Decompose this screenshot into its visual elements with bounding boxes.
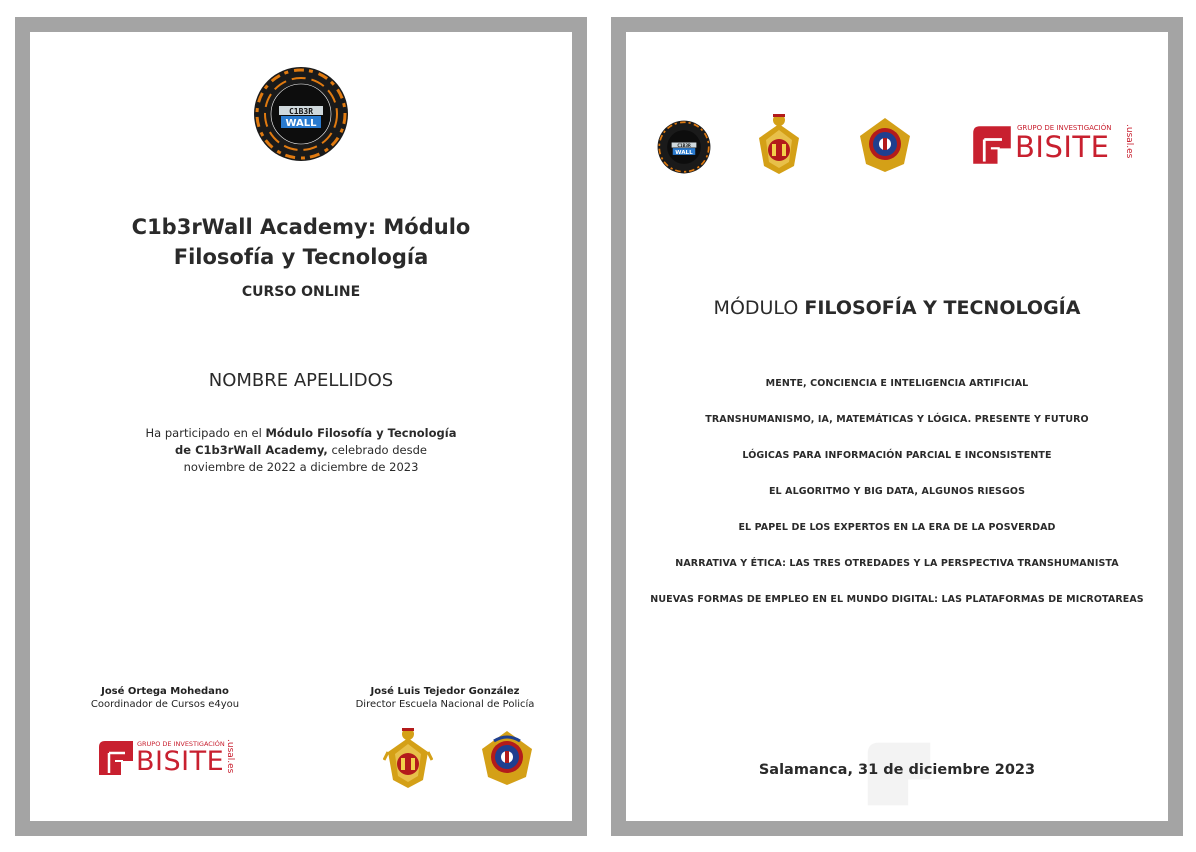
- escuela-policia-badge-icon: [480, 729, 534, 787]
- c1b3rwall-logo-icon: [253, 66, 349, 162]
- participation-text: Ha participado en el Módulo Filosofía y Tecnología de C1b3rWall Academy, celebrado desde noviembre de 2022 a diciembre de 2023: [145, 426, 457, 474]
- escuela-policia-badge-small-icon: [858, 116, 912, 174]
- signer-1-role: Coordinador de Cursos e4you: [90, 699, 240, 710]
- certificate-front-page: [30, 32, 572, 821]
- bisite-domain-label: .usal.es: [225, 739, 235, 774]
- bisite-small-label: GRUPO DE INVESTIGACIÓN: [137, 740, 225, 748]
- bisite-mark-header-icon: [971, 124, 1013, 166]
- svg-text:C1B3R: C1B3R: [677, 144, 691, 149]
- c1b3rwall-small-logo-icon: [657, 120, 711, 174]
- course-title: C1b3rWall Academy: Módulo Filosofía y Tecnología: [131, 215, 471, 269]
- signer-2-role: Director Escuela Nacional de Policía: [355, 699, 535, 710]
- svg-text:WALL: WALL: [285, 118, 317, 129]
- topic-item: NARRATIVA Y ÉTICA: LAS TRES OTREDADES Y LA PERSPECTIVA TRANSHUMANISTA: [675, 558, 1119, 569]
- signer-2: [345, 685, 545, 711]
- bisite-mark-icon: [97, 739, 135, 777]
- bisite-logo-header: [971, 122, 1136, 170]
- topic-item: TRANSHUMANISMO, IA, MATEMÁTICAS Y LÓGICA. PRESENTE Y FUTURO: [705, 414, 1089, 425]
- svg-text:C1B3R: C1B3R: [288, 107, 314, 116]
- topic-item: EL ALGORITMO Y BIG DATA, ALGUNOS RIESGOS: [768, 486, 1026, 497]
- topic-item: EL PAPEL DE LOS EXPERTOS EN LA ERA DE LA POSVERDAD: [738, 522, 1056, 533]
- topic-item: MENTE, CONCIENCIA E INTELIGENCIA ARTIFICIAL: [765, 378, 1029, 389]
- signer-1-name: José Ortega Mohedano: [101, 686, 229, 697]
- svg-text:WALL: WALL: [675, 149, 693, 156]
- signer-1: [70, 685, 260, 711]
- bisite-header-small-label: GRUPO DE INVESTIGACIÓN: [1017, 124, 1112, 132]
- bisite-logo: [97, 739, 237, 783]
- course-subtitle: CURSO ONLINE: [241, 284, 361, 300]
- signer-2-name: José Luis Tejedor González: [370, 686, 520, 697]
- certificate-front-frame: [15, 17, 587, 836]
- certificate-back-page: [626, 32, 1168, 821]
- module-title: MÓDULO FILOSOFÍA Y TECNOLOGÍA: [713, 297, 1081, 319]
- topic-item: NUEVAS FORMAS DE EMPLEO EN EL MUNDO DIGITAL: LAS PLATAFORMAS DE MICROTAREAS: [650, 594, 1144, 605]
- topic-item: LÓGICAS PARA INFORMACIÓN PARCIAL E INCONSISTENTE: [742, 450, 1052, 461]
- participant-name: NOMBRE APELLIDOS: [208, 370, 394, 391]
- bisite-header-big-label: BISITE: [1015, 130, 1110, 164]
- policia-nacional-badge-icon: [383, 726, 433, 790]
- bisite-big-label: BISITE: [136, 746, 225, 777]
- certificate-back-frame: [611, 17, 1183, 836]
- issue-date: Salamanca, 31 de diciembre 2023: [758, 762, 1036, 778]
- policia-nacional-badge-small-icon: [754, 112, 804, 176]
- bisite-header-domain-label: .usal.es: [1124, 124, 1134, 159]
